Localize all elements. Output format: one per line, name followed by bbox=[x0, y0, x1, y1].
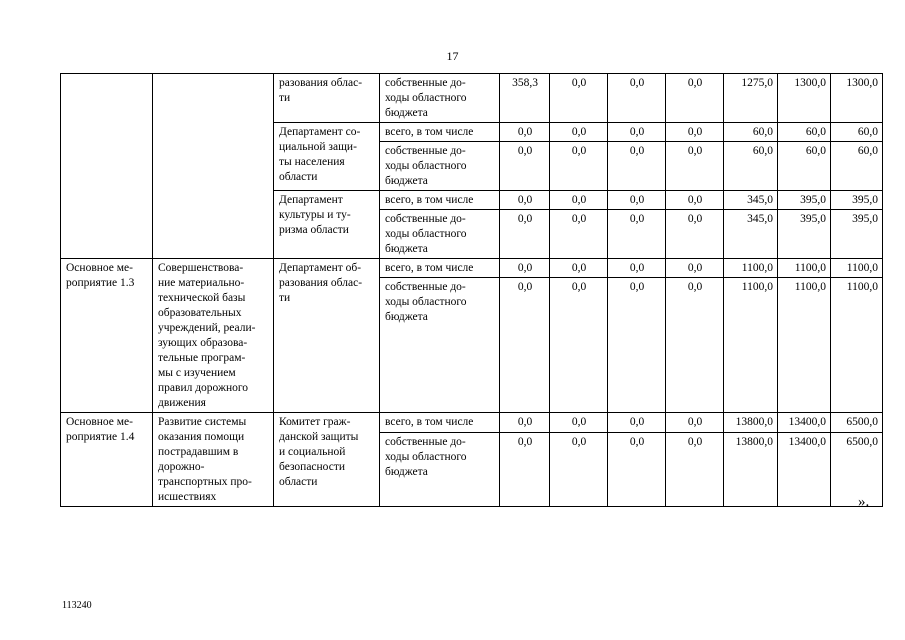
value-cell: 0,0 bbox=[550, 413, 608, 433]
closing-quote: ». bbox=[858, 494, 870, 510]
value-cell: 1100,0 bbox=[778, 259, 831, 278]
executor-cell: разования облас- ти bbox=[274, 74, 380, 123]
value-cell: 0,0 bbox=[666, 74, 724, 123]
value-cell: 395,0 bbox=[831, 210, 883, 259]
value-cell: 345,0 bbox=[724, 210, 778, 259]
value-cell: 13400,0 bbox=[778, 413, 831, 433]
value-cell: 0,0 bbox=[550, 432, 608, 506]
table-row bbox=[61, 74, 883, 123]
value-cell: 0,0 bbox=[666, 142, 724, 191]
value-cell: 0,0 bbox=[500, 259, 550, 278]
value-cell: 0,0 bbox=[500, 142, 550, 191]
value-cell: 0,0 bbox=[608, 259, 666, 278]
document-code: 113240 bbox=[62, 600, 92, 611]
value-cell: 1100,0 bbox=[778, 278, 831, 413]
value-cell: 0,0 bbox=[500, 432, 550, 506]
budget-table bbox=[60, 73, 883, 507]
value-cell: 0,0 bbox=[666, 191, 724, 210]
value-cell: 0,0 bbox=[550, 259, 608, 278]
value-cell: 60,0 bbox=[778, 142, 831, 191]
value-cell: 0,0 bbox=[500, 123, 550, 142]
value-cell: 60,0 bbox=[778, 123, 831, 142]
activity-name-cell: Совершенствова- ние материально- технической базы образовательных учреждений, реали- зующих образова- тельные програм- мы с изучением правил дорожного движения bbox=[153, 259, 274, 413]
value-cell: 0,0 bbox=[608, 210, 666, 259]
activity-name-cell: Развитие системы оказания помощи пострадавшим в дорожно- транспортных про- исшествиях bbox=[153, 413, 274, 507]
funding-source-cell: всего, в том числе bbox=[380, 259, 500, 278]
value-cell: 345,0 bbox=[724, 191, 778, 210]
value-cell: 0,0 bbox=[500, 191, 550, 210]
funding-source-cell: всего, в том числе bbox=[380, 413, 500, 433]
value-cell: 395,0 bbox=[831, 191, 883, 210]
activity-name-cell bbox=[153, 74, 274, 259]
funding-source-cell: собственные до- ходы областного бюджета bbox=[380, 278, 500, 413]
value-cell: 0,0 bbox=[666, 210, 724, 259]
value-cell: 0,0 bbox=[550, 123, 608, 142]
value-cell: 60,0 bbox=[831, 123, 883, 142]
value-cell: 0,0 bbox=[666, 123, 724, 142]
value-cell: 13400,0 bbox=[778, 432, 831, 506]
value-cell: 0,0 bbox=[666, 413, 724, 433]
value-cell: 1100,0 bbox=[831, 278, 883, 413]
funding-source-cell: всего, в том числе bbox=[380, 123, 500, 142]
value-cell: 0,0 bbox=[608, 191, 666, 210]
funding-source-cell: собственные до- ходы областного бюджета bbox=[380, 432, 500, 506]
value-cell: 0,0 bbox=[608, 74, 666, 123]
value-cell: 0,0 bbox=[666, 278, 724, 413]
value-cell: 1275,0 bbox=[724, 74, 778, 123]
table-row bbox=[61, 259, 883, 278]
value-cell: 1300,0 bbox=[778, 74, 831, 123]
value-cell: 6500,0 bbox=[831, 432, 883, 506]
value-cell: 60,0 bbox=[724, 123, 778, 142]
value-cell: 0,0 bbox=[550, 210, 608, 259]
executor-cell: Департамент со- циальной защи- ты населения области bbox=[274, 123, 380, 191]
value-cell: 0,0 bbox=[608, 123, 666, 142]
activity-number-cell: Основное ме- роприятие 1.4 bbox=[61, 413, 153, 507]
value-cell: 0,0 bbox=[608, 432, 666, 506]
executor-cell: Департамент об- разования облас- ти bbox=[274, 259, 380, 413]
value-cell: 0,0 bbox=[500, 210, 550, 259]
activity-number-cell bbox=[61, 74, 153, 259]
funding-source-cell: собственные до- ходы областного бюджета bbox=[380, 210, 500, 259]
funding-source-cell: собственные до- ходы областного бюджета bbox=[380, 142, 500, 191]
executor-cell: Департамент культуры и ту- ризма области bbox=[274, 191, 380, 259]
value-cell: 0,0 bbox=[550, 191, 608, 210]
value-cell: 0,0 bbox=[666, 432, 724, 506]
table-row bbox=[61, 413, 883, 433]
value-cell: 0,0 bbox=[608, 413, 666, 433]
value-cell: 6500,0 bbox=[831, 413, 883, 433]
value-cell: 1100,0 bbox=[724, 278, 778, 413]
value-cell: 1100,0 bbox=[724, 259, 778, 278]
executor-cell: Комитет граж- данской защиты и социальной безопасности области bbox=[274, 413, 380, 507]
value-cell: 358,3 bbox=[500, 74, 550, 123]
value-cell: 0,0 bbox=[550, 278, 608, 413]
value-cell: 0,0 bbox=[666, 259, 724, 278]
value-cell: 0,0 bbox=[500, 278, 550, 413]
value-cell: 13800,0 bbox=[724, 432, 778, 506]
value-cell: 1100,0 bbox=[831, 259, 883, 278]
funding-source-cell: всего, в том числе bbox=[380, 191, 500, 210]
activity-number-cell: Основное ме- роприятие 1.3 bbox=[61, 259, 153, 413]
value-cell: 0,0 bbox=[550, 142, 608, 191]
value-cell: 60,0 bbox=[724, 142, 778, 191]
value-cell: 0,0 bbox=[550, 74, 608, 123]
value-cell: 0,0 bbox=[608, 142, 666, 191]
value-cell: 1300,0 bbox=[831, 74, 883, 123]
value-cell: 0,0 bbox=[500, 413, 550, 433]
value-cell: 395,0 bbox=[778, 191, 831, 210]
funding-source-cell: собственные до- ходы областного бюджета bbox=[380, 74, 500, 123]
page-number: 17 bbox=[446, 49, 459, 63]
value-cell: 0,0 bbox=[608, 278, 666, 413]
value-cell: 60,0 bbox=[831, 142, 883, 191]
value-cell: 395,0 bbox=[778, 210, 831, 259]
value-cell: 13800,0 bbox=[724, 413, 778, 433]
